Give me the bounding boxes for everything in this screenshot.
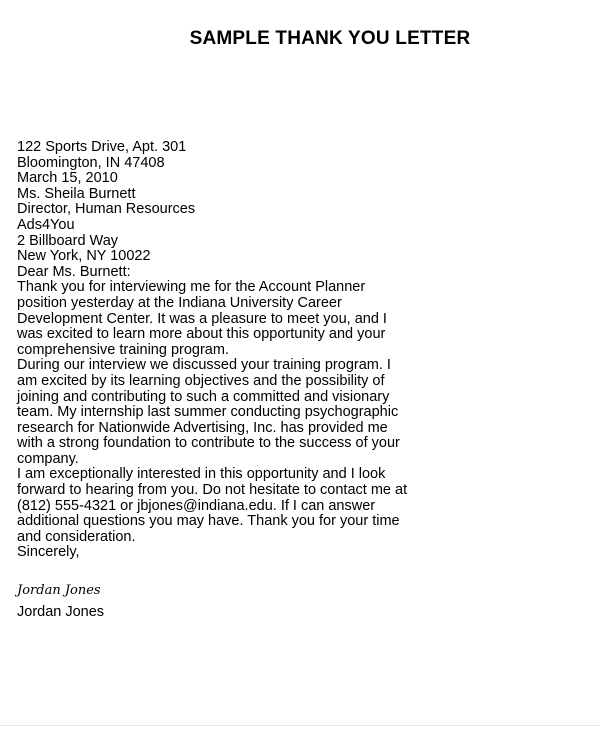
recipient-line: Ads4You xyxy=(17,216,75,233)
paragraph-line: Development Center. It was a pleasure to meet you, and I xyxy=(17,310,387,327)
paragraph-line: was excited to learn more about this opportunity and your xyxy=(17,326,386,343)
paragraph-line: During our interview we discussed your training program. I xyxy=(17,357,391,374)
paragraph-line: I am exceptionally interested in this opportunity and I look xyxy=(17,466,386,483)
paragraph-3 xyxy=(17,467,587,545)
paragraph-line: company. xyxy=(17,450,79,467)
paragraph-line: position yesterday at the Indiana University Career xyxy=(17,294,342,311)
sender-address xyxy=(17,140,587,171)
paragraph-line: research for Nationwide Advertising, Inc. has provided me xyxy=(17,419,388,436)
paragraph-line: team. My internship last summer conducting psychographic xyxy=(17,404,399,421)
closing: Sincerely, xyxy=(17,544,80,561)
recipient-line: New York, NY 10022 xyxy=(17,248,151,265)
sender-address-line: 122 Sports Drive, Apt. 301 xyxy=(17,139,187,155)
paragraph-line: (812) 555-4321 or jbjones@indiana.edu. If I can answer xyxy=(17,497,376,514)
paragraph-2 xyxy=(17,358,587,467)
signature-name: Jordan Jones xyxy=(17,603,105,620)
paragraph-line: comprehensive training program. xyxy=(17,341,229,358)
sender-address-line: Bloomington, IN 47408 xyxy=(17,154,165,171)
paragraph-line: Thank you for interviewing me for the Account Planner xyxy=(17,279,366,296)
letter-body xyxy=(17,140,587,620)
recipient-address xyxy=(17,187,587,265)
paragraph-line: with a strong foundation to contribute to the success of your xyxy=(17,435,400,452)
signature-script: Jordan Jones xyxy=(17,583,101,599)
paragraph-line: joining and contributing to such a committed and visionary xyxy=(17,388,390,405)
paragraph-line: am excited by its learning objectives and the possibility of xyxy=(17,372,385,389)
recipient-line: 2 Billboard Way xyxy=(17,232,119,249)
salutation: Dear Ms. Burnett: xyxy=(17,263,131,280)
recipient-line: Ms. Sheila Burnett xyxy=(17,185,136,202)
paragraph-line: and consideration. xyxy=(17,528,136,545)
paragraph-1 xyxy=(17,280,587,358)
page-title: SAMPLE THANK YOU LETTER xyxy=(189,28,471,49)
bottom-divider xyxy=(0,725,600,726)
paragraph-line: additional questions you may have. Thank you for your time xyxy=(17,513,400,530)
paragraph-line: forward to hearing from you. Do not hesitate to contact me at xyxy=(17,482,408,499)
letter-date: March 15, 2010 xyxy=(17,170,118,187)
recipient-line: Director, Human Resources xyxy=(17,201,196,218)
